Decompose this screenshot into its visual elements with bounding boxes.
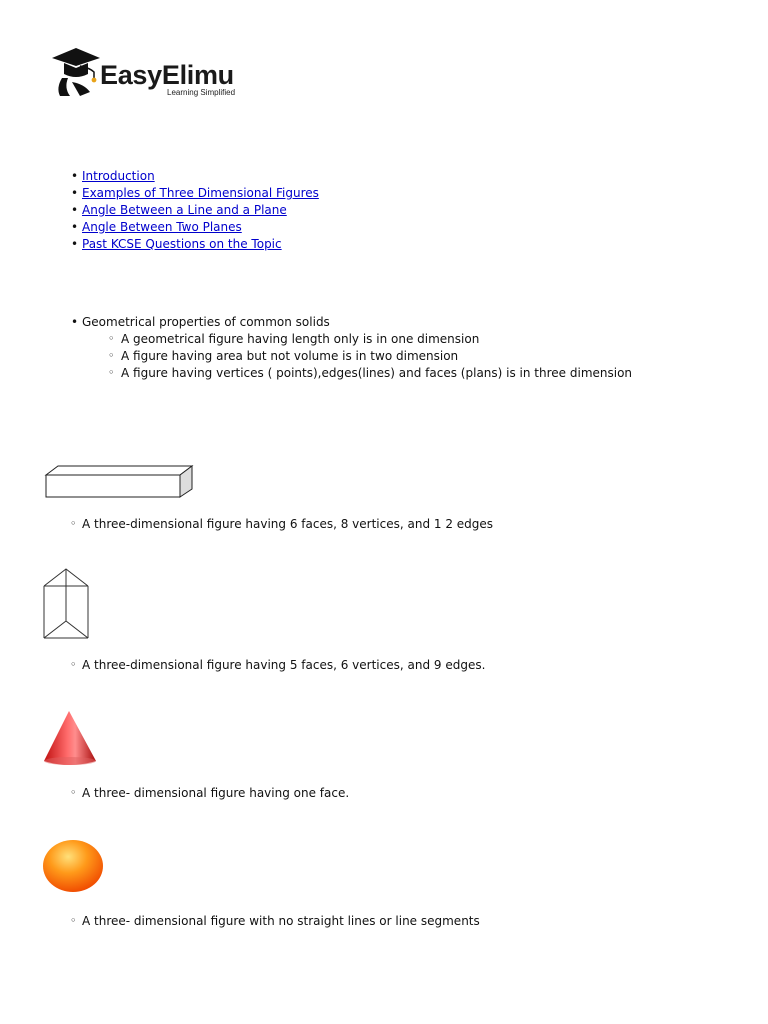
toc-item bbox=[68, 202, 319, 219]
property-item: ◦ A figure having area but not volume is in two dimension bbox=[68, 348, 632, 365]
figure-caption: ◦ A three-dimensional figure having 6 faces, 8 vertices, and 1 2 edges bbox=[70, 516, 493, 532]
figure-caption: ◦ A three- dimensional figure with no straight lines or line segments bbox=[70, 913, 480, 929]
table-of-contents bbox=[68, 168, 319, 253]
logo-tagline: Learning Simplified bbox=[167, 88, 236, 97]
toc-link-kcse-questions[interactable]: Past KCSE Questions on the Topic bbox=[82, 237, 282, 251]
cone-icon bbox=[42, 709, 100, 769]
toc-link-two-planes[interactable]: Angle Between Two Planes bbox=[82, 220, 242, 234]
site-logo[interactable] bbox=[50, 44, 250, 104]
toc-item bbox=[68, 219, 319, 236]
graduation-cap-icon bbox=[50, 44, 102, 100]
toc-item bbox=[68, 168, 319, 185]
cuboid-icon bbox=[44, 463, 196, 501]
property-item: ◦ A figure having vertices ( points),edges(lines) and faces (plans) is in three dimension bbox=[68, 365, 632, 382]
property-item: ◦ A geometrical figure having length only is in one dimension bbox=[68, 331, 632, 348]
properties-list bbox=[68, 314, 632, 382]
figure-caption: ◦ A three-dimensional figure having 5 faces, 6 vertices, and 9 edges. bbox=[70, 657, 485, 673]
toc-link-introduction[interactable]: Introduction bbox=[82, 169, 155, 183]
prism-icon bbox=[42, 567, 92, 641]
toc-link-examples[interactable]: Examples of Three Dimensional Figures bbox=[82, 186, 319, 200]
toc-item bbox=[68, 185, 319, 202]
properties-heading: • Geometrical properties of common solids bbox=[68, 314, 632, 331]
sphere-icon bbox=[42, 839, 106, 895]
logo-name: EasyElimu bbox=[100, 60, 234, 90]
figure-caption: ◦ A three- dimensional figure having one face. bbox=[70, 785, 349, 801]
toc-item bbox=[68, 236, 319, 253]
toc-link-line-plane[interactable]: Angle Between a Line and a Plane bbox=[82, 203, 287, 217]
